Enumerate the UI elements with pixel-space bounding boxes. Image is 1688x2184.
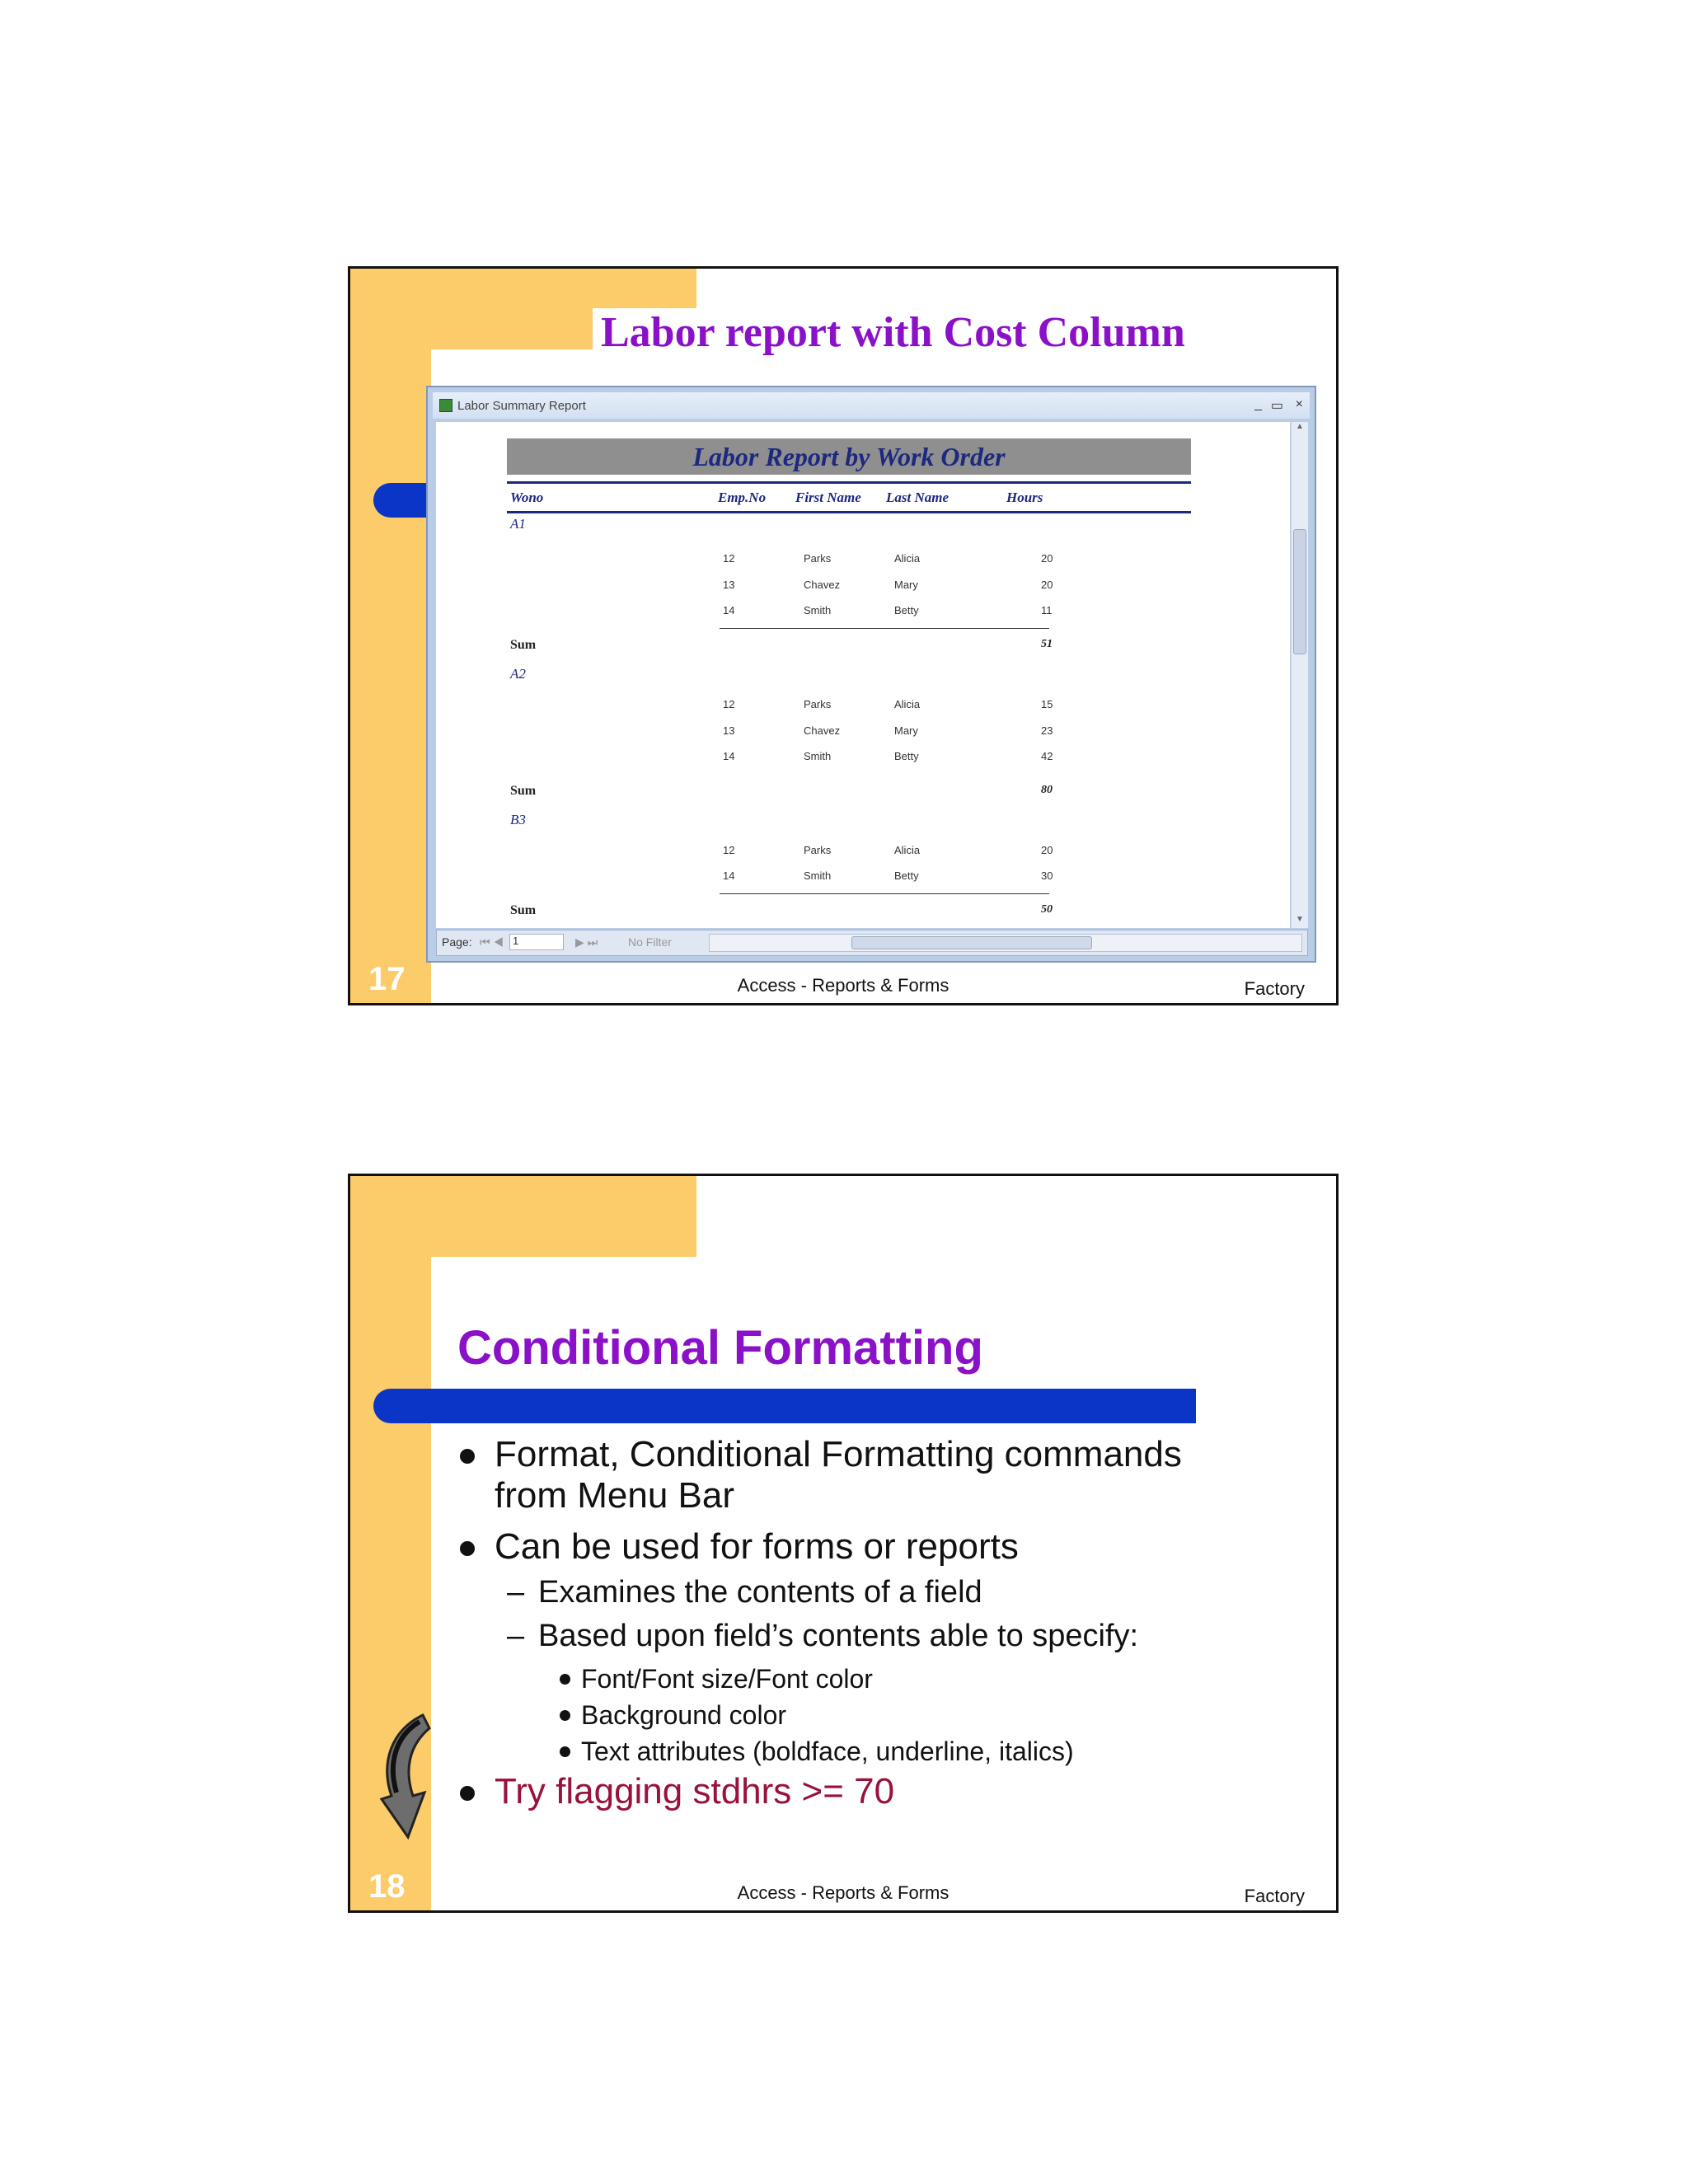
col-header-wono: Wono [510,490,544,505]
bullet-dot [460,1541,475,1556]
cell-lastname: Betty [894,604,919,616]
footer-right: Factory [1244,978,1305,999]
footer-title: Access - Reports & Forms [737,975,950,996]
bullet-dot [460,1786,475,1801]
footer-title: Access - Reports & Forms [737,1882,950,1903]
gold-top-band [350,1176,696,1257]
group-wono: A2 [510,666,526,682]
cell-firstname: Smith [804,604,832,616]
record-navigation-bar [436,930,1308,956]
report-window [426,386,1316,963]
cell-firstname: Smith [804,869,832,882]
header-rule-top [507,481,1191,484]
no-filter-button[interactable]: No Filter [628,935,672,949]
sum-label: Sum [510,784,537,798]
bullet-text: Format, Conditional Formatting commands [495,1434,1182,1474]
cell-firstname: Chavez [804,724,841,737]
window-title: Labor Summary Report [457,399,586,413]
bullet-dot [560,1746,570,1757]
window-titlebar [433,392,1310,419]
cell-empno: 14 [723,604,735,616]
slide-number: 17 [368,961,406,997]
cell-lastname: Betty [894,750,919,762]
subsub-bullet-text: Text attributes (boldface, underline, italics) [581,1736,1074,1766]
next-last-page-icon[interactable]: ▶ ⏭ [575,935,598,949]
scroll-thumb[interactable] [1293,529,1306,654]
sub-bullet-text: Examines the contents of a field [538,1575,982,1610]
cell-empno: 13 [723,579,735,591]
sub-bullet-dash: – [507,1575,525,1610]
report-canvas [436,422,1290,928]
col-header-empno: Emp.No [718,490,767,505]
cell-empno: 13 [723,724,735,737]
cell-hours: 20 [1041,579,1053,591]
cell-empno: 12 [723,552,735,565]
cell-lastname: Betty [894,869,919,882]
horizontal-scrollbar[interactable] [709,934,1302,952]
bullet-item [495,1771,894,1812]
sub-bullet-dash: – [507,1619,525,1653]
curved-arrow-icon [375,1713,444,1845]
bullet-item [495,1434,1182,1516]
maximize-button[interactable]: ▭ [1270,399,1283,413]
sum-rule [720,628,1049,629]
sum-value: 50 [1041,903,1053,916]
cell-lastname: Alicia [894,698,921,710]
bullet-dot [460,1449,475,1464]
sub-bullet-item [507,1575,982,1610]
cell-lastname: Mary [894,579,918,591]
sum-value: 80 [1041,784,1053,796]
bullet-text: Can be used for forms or reports [495,1526,1019,1567]
gold-side-band [350,269,431,1003]
cell-firstname: Parks [804,844,832,856]
cell-hours: 42 [1041,750,1053,762]
first-prev-page-icon[interactable]: ⏮ ◀ [480,935,504,949]
sub-bullet-item [507,1619,1139,1654]
cell-firstname: Parks [804,698,832,710]
cell-lastname: Alicia [894,844,921,856]
cell-hours: 11 [1041,604,1053,616]
scroll-down-icon[interactable]: ▼ [1296,915,1304,924]
bullet-text: from Menu Bar [495,1475,734,1516]
cell-empno: 14 [723,869,735,882]
cell-firstname: Parks [804,552,832,565]
footer-right: Factory [1244,1886,1305,1906]
sum-label: Sum [510,903,537,917]
cell-firstname: Chavez [804,579,841,591]
subsub-bullet-item [581,1700,786,1731]
subsub-bullet-item [581,1664,873,1694]
sum-rule [720,893,1049,894]
col-header-hours: Hours [1006,490,1043,505]
slide-17 [348,266,1339,1005]
col-header-lastname: Last Name [886,490,950,505]
sub-bullet-text: Based upon field’s contents able to specify: [538,1619,1139,1653]
cell-hours: 23 [1041,724,1053,737]
sum-value: 51 [1041,638,1053,650]
sum-label: Sum [510,638,537,652]
horizontal-scroll-thumb[interactable] [851,936,1092,949]
report-title: Labor Report by Work Order [507,438,1191,475]
slide-title: Conditional Formatting [457,1321,983,1375]
cell-lastname: Alicia [894,552,921,565]
header-rule-bottom [507,511,1191,513]
bullet-item [495,1526,1019,1568]
cell-empno: 12 [723,844,735,856]
slide-title: Labor report with Cost Column [593,308,1193,357]
vertical-scrollbar[interactable] [1291,422,1308,928]
cell-firstname: Smith [804,750,832,762]
subsub-bullet-text: Background color [581,1700,787,1730]
group-wono: B3 [510,812,526,827]
col-header-firstname: First Name [795,490,861,505]
slide-number: 18 [368,1868,406,1905]
blue-accent-bar [373,1389,1196,1423]
page-number-input[interactable]: 1 [509,934,564,950]
highlight-bullet-text: Try flagging stdhrs >= 70 [495,1771,895,1811]
bullet-dot [560,1674,570,1685]
cell-empno: 14 [723,750,735,762]
group-wono: A1 [510,516,526,532]
slide-18 [348,1174,1339,1913]
cell-lastname: Mary [894,724,918,737]
cell-empno: 12 [723,698,735,710]
cell-hours: 20 [1041,844,1053,856]
subsub-bullet-item [581,1736,1074,1767]
minimize-button[interactable]: _ [1254,397,1262,411]
bullet-dot [560,1710,570,1721]
report-icon [439,399,452,412]
cell-hours: 30 [1041,869,1053,882]
cell-hours: 15 [1041,698,1053,710]
page-label: Page: [442,935,472,949]
scroll-up-icon[interactable]: ▲ [1296,422,1304,431]
close-button[interactable]: × [1295,397,1303,411]
subsub-bullet-text: Font/Font size/Font color [581,1664,873,1694]
cell-hours: 20 [1041,552,1053,565]
